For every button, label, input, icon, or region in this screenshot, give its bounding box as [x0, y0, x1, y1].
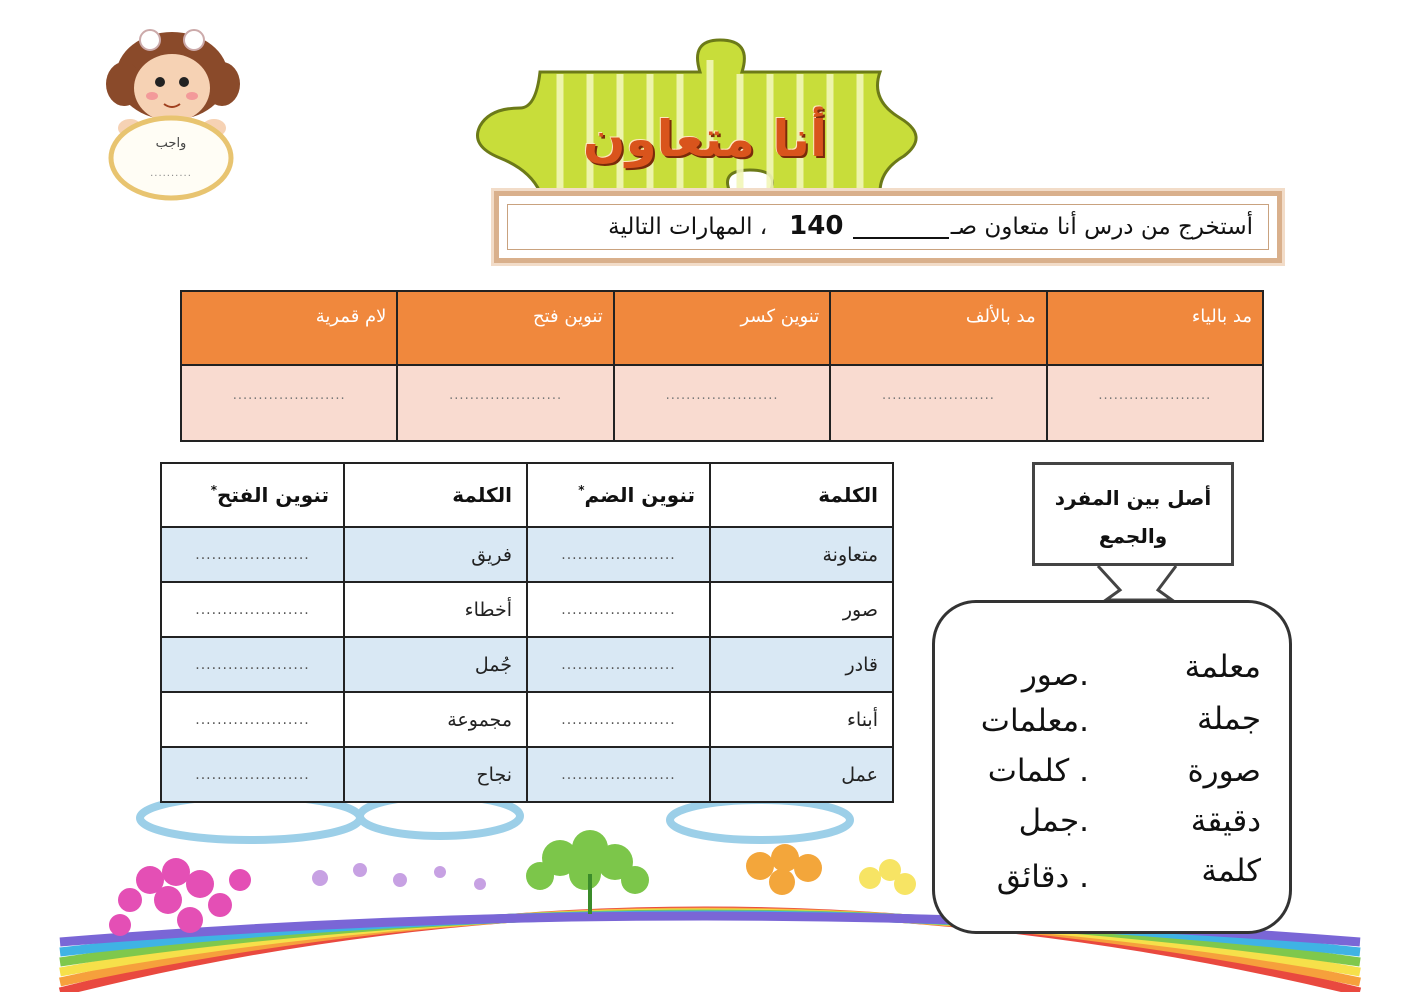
- answer-cell[interactable]: .....................: [527, 637, 710, 692]
- tanween-header-word: الكلمة: [710, 463, 893, 527]
- word-cell: مجموعة: [344, 692, 527, 747]
- instruction-page-number: 140: [789, 211, 844, 241]
- word-cell: متعاونة: [710, 527, 893, 582]
- answer-cell[interactable]: .....................: [527, 692, 710, 747]
- instruction-tail: ، المهارات التالية: [608, 214, 768, 240]
- word-cell: عمل: [710, 747, 893, 802]
- table-row: [161, 527, 893, 582]
- tanween-table: [160, 462, 894, 803]
- tanween-header-label: تنوين الفتح: [216, 483, 329, 507]
- singular-word[interactable]: صورة: [1187, 753, 1261, 789]
- answer-cell[interactable]: .....................: [161, 527, 344, 582]
- homework-label: واجب: [155, 136, 187, 151]
- table-row: [161, 692, 893, 747]
- skills-header-cell: مد بالياء: [1047, 291, 1263, 365]
- instruction-underline: [853, 217, 949, 239]
- answer-cell[interactable]: .....................: [527, 527, 710, 582]
- plural-word[interactable]: .صور: [1021, 657, 1089, 693]
- skills-answer-cell[interactable]: ......................: [181, 365, 397, 441]
- answer-cell[interactable]: .....................: [161, 637, 344, 692]
- star-mark: *: [210, 483, 217, 498]
- table-row: [161, 582, 893, 637]
- skills-answer-cell[interactable]: ......................: [1047, 365, 1263, 441]
- plural-word[interactable]: .جمل: [1018, 803, 1089, 839]
- matching-box: [932, 600, 1292, 934]
- word-cell: أخطاء: [344, 582, 527, 637]
- skills-answer-row: [181, 365, 1263, 441]
- answer-cell[interactable]: .....................: [527, 582, 710, 637]
- answer-cell[interactable]: .....................: [161, 582, 344, 637]
- word-cell: نجاح: [344, 747, 527, 802]
- answer-cell[interactable]: .....................: [161, 692, 344, 747]
- plural-word[interactable]: . دقائق: [996, 859, 1089, 895]
- plural-word[interactable]: . كلمات: [987, 753, 1089, 789]
- instruction-banner: [494, 191, 1282, 263]
- answer-cell[interactable]: .....................: [161, 747, 344, 802]
- homework-dots: ..........: [150, 168, 192, 179]
- skills-table: [180, 290, 1264, 442]
- page-title: أنا متعاون: [582, 110, 828, 168]
- word-cell: صور: [710, 582, 893, 637]
- skills-answer-cell[interactable]: ......................: [614, 365, 830, 441]
- word-cell: أبناء: [710, 692, 893, 747]
- answer-cell[interactable]: .....................: [527, 747, 710, 802]
- skills-answer-cell[interactable]: ......................: [830, 365, 1046, 441]
- singular-word[interactable]: كلمة: [1201, 853, 1261, 889]
- table-row: [161, 637, 893, 692]
- skills-header-cell: مد بالألف: [830, 291, 1046, 365]
- word-cell: فريق: [344, 527, 527, 582]
- singular-word[interactable]: جملة: [1197, 701, 1261, 737]
- skills-header-cell: تنوين كسر: [614, 291, 830, 365]
- instruction-text: [608, 208, 1253, 244]
- tanween-header-label: تنوين الضم: [584, 483, 695, 507]
- instruction-lead: أستخرج من درس أنا متعاون صـ: [950, 214, 1253, 240]
- star-mark: *: [578, 483, 585, 498]
- table-row: [161, 747, 893, 802]
- plural-word[interactable]: .معلمات: [980, 703, 1089, 739]
- matching-instruction-callout: [1032, 462, 1234, 566]
- skills-answer-cell[interactable]: ......................: [397, 365, 613, 441]
- tanween-header-row: [161, 463, 893, 527]
- tanween-header-fath: [161, 463, 344, 527]
- matching-instruction-line: والجمع: [1098, 524, 1168, 548]
- word-cell: قادر: [710, 637, 893, 692]
- matching-instruction-line: أصل بين المفرد: [1054, 486, 1212, 510]
- skills-header-cell: لام قمرية: [181, 291, 397, 365]
- skills-header-row: [181, 291, 1263, 365]
- skills-header-cell: تنوين فتح: [397, 291, 613, 365]
- singular-word[interactable]: دقيقة: [1190, 803, 1261, 839]
- word-cell: جُمل: [344, 637, 527, 692]
- singular-word[interactable]: معلمة: [1184, 649, 1261, 685]
- tanween-header-damm: [527, 463, 710, 527]
- tanween-header-word: الكلمة: [344, 463, 527, 527]
